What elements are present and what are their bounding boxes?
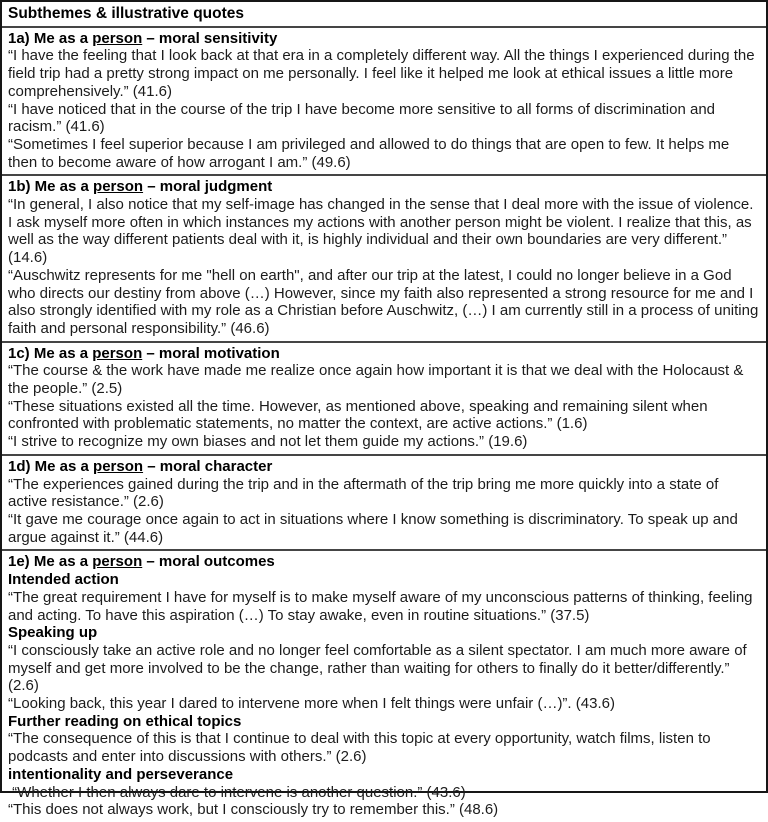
- subheading-intended-action: Intended action: [8, 571, 119, 589]
- quote: “I strive to recognize my own biases and not let them guide my actions.” (19.6): [8, 433, 528, 451]
- quote: “Whether I then always dare to intervene is another question.” (43.6): [8, 783, 466, 801]
- heading-underlined-word: person: [92, 344, 143, 362]
- quote: “It gave me courage once again to act in situations where I know something is discriminatory. To speak up and argue against it.” (44.6): [8, 510, 743, 546]
- heading-prefix: 1c) Me as a: [8, 344, 93, 362]
- subtheme-row-1e: [2, 549, 766, 822]
- heading-suffix: – moral character: [143, 457, 273, 475]
- heading-suffix: – moral outcomes: [142, 553, 275, 571]
- quote: “I consciously take an active role and no longer feel comfortable as a silent spectator. I am much more aware of myself and get more involved to be the change, rather than waiting for others to finally do it better/differently.” (2.6): [8, 641, 751, 695]
- subtheme-row-1c: [2, 341, 766, 454]
- quote: “I have the feeling that I look back at that era in a completely different way. All the things I experienced during the field trip had a pretty strong impact on me personally. I feel like it helped me look at ethical issues a little more comprehensively.” (41.6): [8, 47, 759, 100]
- quote: “The experiences gained during the trip and in the aftermath of the trip bring me more quickly into a state of active resistance.” (2.6): [8, 475, 723, 511]
- quote: “The course & the work have made me realize once again how important it is that we deal with the Holocaust & the people.” (2.5): [8, 362, 748, 398]
- subtheme-heading-1c: [8, 345, 759, 363]
- heading-prefix: 1a) Me as a: [8, 29, 93, 47]
- quote: “I have noticed that in the course of the trip I have become more sensitive to all forms of discrimination and racism.” (41.6): [8, 100, 720, 136]
- quote: “Sometimes I feel superior because I am privileged and allowed to do things that are open to few. It helps me then to become aware of how arrogant I am.” (49.6): [8, 135, 734, 171]
- quote: “The consequence of this is that I continue to deal with this topic at every opportunity, watch films, listen to podcasts and enter into discussions with others.” (2.6): [8, 730, 715, 766]
- subtheme-row-1b: [2, 174, 766, 340]
- subheading-intentionality-perseverance: intentionality and perseverance: [8, 765, 234, 783]
- quote: “This does not always work, but I consciously try to remember this.” (48.6): [8, 801, 499, 819]
- quote: “These situations existed all the time. However, as mentioned above, speaking and remaining silent when confronted with problematic statements, no matter the context, are active actions.” (1.6): [8, 397, 712, 433]
- subtheme-heading-1e: [8, 553, 759, 571]
- subtheme-row-1a: [2, 26, 766, 175]
- quote: “Looking back, this year I dared to intervene more when I felt things were unfair (…)”. (43.6): [8, 695, 615, 713]
- quote: “In general, I also notice that my self-image has changed in the sense that I deal more with the issue of violence. I ask myself more often in which instances my actions with another person might be violent. I realize that this, as well as the way different patients deal with it, is highly individual and their own boundaries are very different.” (14.6): [8, 196, 758, 267]
- heading-underlined-word: person: [92, 29, 143, 47]
- heading-prefix: 1d) Me as a: [8, 457, 94, 475]
- subtheme-heading-1d: [8, 458, 759, 476]
- table-header: Subthemes & illustrative quotes: [8, 5, 244, 22]
- subtheme-heading-1b: [8, 178, 759, 196]
- heading-underlined-word: person: [93, 178, 144, 196]
- subtheme-heading-1a: [8, 30, 759, 48]
- heading-suffix: – moral judgment: [143, 178, 273, 196]
- heading-prefix: 1e) Me as a: [8, 553, 93, 571]
- heading-prefix: 1b) Me as a: [8, 178, 94, 196]
- subtheme-row-1d: [2, 454, 766, 550]
- subheading-speaking-up: Speaking up: [8, 624, 98, 642]
- heading-suffix: – moral motivation: [142, 344, 280, 362]
- quote: “Auschwitz represents for me "hell on earth", and after our trip at the latest, I could no longer believe in a God who directs our destiny from above (…) However, since my faith also represented a strong resource for me and I also strongly identified with my role as a Christian before Auschwitz, (…) I am currently still in a process of uniting faith and personal responsibility.” (46.6): [8, 266, 763, 337]
- heading-suffix: – moral sensitivity: [142, 29, 278, 47]
- quote: “The great requirement I have for myself is to make myself aware of my unconscious patterns of thinking, feeling and acting. To have this aspiration (…) To stay awake, even in routine situations.” (37.5): [8, 588, 757, 624]
- heading-underlined-word: person: [92, 553, 143, 571]
- subheading-further-reading: Further reading on ethical topics: [8, 712, 242, 730]
- heading-underlined-word: person: [93, 457, 144, 475]
